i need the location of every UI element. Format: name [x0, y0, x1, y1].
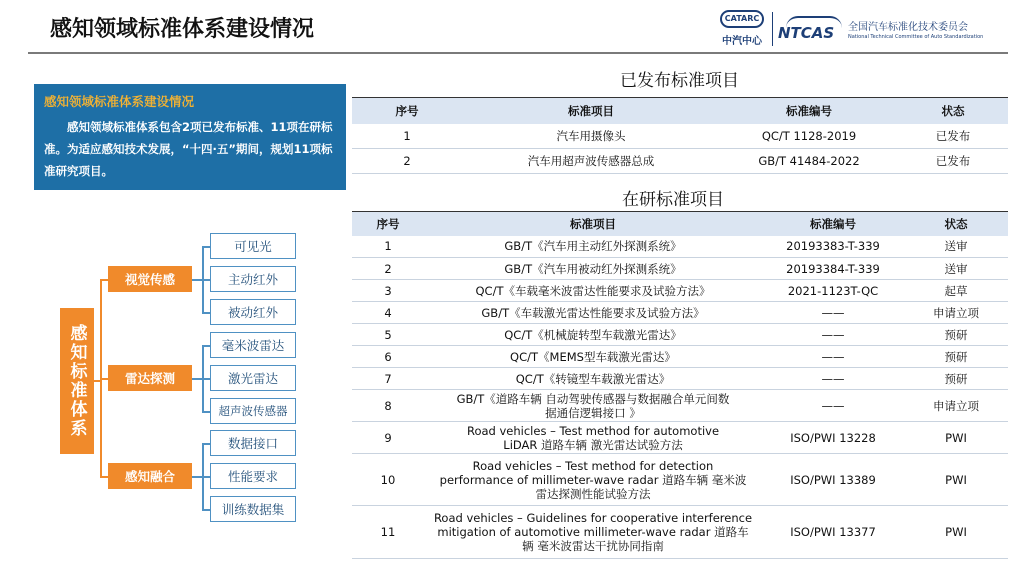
cell-index: 8 [352, 390, 424, 422]
table-row [352, 346, 1008, 368]
table-row [352, 280, 1008, 302]
table-row [352, 368, 1008, 390]
cell-code: —— [762, 390, 904, 422]
published-section-title: 已发布标准项目 [620, 71, 739, 91]
connector [202, 246, 204, 312]
cell-project: GB/T《车载激光雷达性能要求及试验方法》 [424, 302, 762, 324]
cell-index: 2 [352, 258, 424, 280]
cell-index: 4 [352, 302, 424, 324]
category-visual: 视觉传感 [108, 266, 192, 292]
table-row [352, 149, 1008, 174]
cell-project: QC/T《机械旋转型车载激光雷达》 [424, 324, 762, 346]
cell-code: GB/T 41484-2022 [720, 149, 898, 174]
cell-status: PWI [904, 422, 1008, 454]
connector [202, 345, 210, 347]
cell-status: 已发布 [898, 149, 1008, 174]
cell-code: 2021-1123T-QC [762, 280, 904, 302]
cell-code: ISO/PWI 13228 [762, 422, 904, 454]
leaf-active-infrared: 主动红外 [210, 266, 296, 292]
col-header-status: 状态 [904, 212, 1008, 236]
cell-project: Road vehicles – Test method for detection performance of millimeter-wave radar 道路车辆 毫米波雷达探测性能试验方法 [424, 454, 762, 506]
cell-project: QC/T《转镜型车载激光雷达》 [424, 368, 762, 390]
catarc-logo-text: 中汽中心 [722, 36, 762, 47]
summary-title: 感知领域标准体系建设情况 [44, 94, 195, 109]
connector [202, 378, 210, 380]
leaf-ultrasonic: 超声波传感器 [210, 398, 296, 424]
connector [100, 378, 108, 380]
cell-index: 1 [352, 124, 462, 149]
cell-index: 11 [352, 506, 424, 559]
summary-body: 感知领域标准体系包含2项已发布标准、11项在研标准。为适应感知技术发展，“十四·五”期间，规划11项标准研究项目。 [44, 120, 333, 178]
col-header-project: 标准项目 [462, 98, 720, 124]
connector [202, 443, 210, 445]
col-header-index: 序号 [352, 98, 462, 124]
cell-project: QC/T《MEMS型车载激光雷达》 [424, 346, 762, 368]
connector [202, 509, 210, 511]
logo-divider [772, 12, 773, 46]
connector [202, 443, 204, 509]
ntcas-logo [778, 14, 1018, 50]
cell-status: 起草 [904, 280, 1008, 302]
cell-code: 20193383-T-339 [762, 236, 904, 258]
connector [202, 312, 210, 314]
cell-code: ISO/PWI 13389 [762, 454, 904, 506]
col-header-code: 标准编号 [762, 212, 904, 236]
summary-box [34, 84, 346, 190]
leaf-performance: 性能要求 [210, 463, 296, 489]
cell-code: —— [762, 324, 904, 346]
cell-project: 汽车用超声波传感器总成 [462, 149, 720, 174]
cell-status: 预研 [904, 368, 1008, 390]
cell-index: 5 [352, 324, 424, 346]
cell-status: 送审 [904, 258, 1008, 280]
tree-root: 感知标准体系 [60, 308, 94, 454]
cell-code: —— [762, 346, 904, 368]
cell-project: 汽车用摄像头 [462, 124, 720, 149]
connector [100, 476, 108, 478]
leaf-lidar: 激光雷达 [210, 365, 296, 391]
page-title: 感知领域标准体系建设情况 [50, 17, 315, 42]
cell-project: GB/T《汽车用被动红外探测系统》 [424, 258, 762, 280]
cell-index: 7 [352, 368, 424, 390]
leaf-training-dataset: 训练数据集 [210, 496, 296, 522]
col-header-index: 序号 [352, 212, 424, 236]
cell-status: 预研 [904, 346, 1008, 368]
connector [202, 345, 204, 411]
connector [94, 380, 100, 382]
connector [100, 279, 102, 477]
cell-code: QC/T 1128-2019 [720, 124, 898, 149]
table-row [352, 236, 1008, 258]
research-table [352, 211, 1008, 559]
col-header-status: 状态 [898, 98, 1008, 124]
table-header-row [352, 212, 1008, 236]
cell-code: 20193384-T-339 [762, 258, 904, 280]
table-row [352, 258, 1008, 280]
connector [202, 476, 210, 478]
table-row [352, 324, 1008, 346]
catarc-logo-mark: CATARC [720, 10, 764, 28]
table-row [352, 506, 1008, 559]
cell-project: Road vehicles – Guidelines for cooperative interference mitigation of automotive millimeter-wave radar 道路车辆 毫米波雷达干扰协同指南 [424, 506, 762, 559]
header-divider [28, 52, 1008, 54]
table-row [352, 390, 1008, 422]
table-row [352, 302, 1008, 324]
connector [202, 411, 210, 413]
connector [202, 246, 210, 248]
connector [202, 279, 210, 281]
leaf-visible-light: 可见光 [210, 233, 296, 259]
cell-index: 2 [352, 149, 462, 174]
cell-status: 申请立项 [904, 302, 1008, 324]
cell-index: 1 [352, 236, 424, 258]
leaf-passive-infrared: 被动红外 [210, 299, 296, 325]
cell-index: 9 [352, 422, 424, 454]
ntcas-logo-mark: NTCAS [778, 24, 835, 42]
category-fusion: 感知融合 [108, 463, 192, 489]
category-radar: 雷达探测 [108, 365, 192, 391]
col-header-project: 标准项目 [424, 212, 762, 236]
cell-status: PWI [904, 506, 1008, 559]
ntcas-logo-en: National Technical Committee of Auto Standardization [848, 34, 984, 40]
cell-status: PWI [904, 454, 1008, 506]
connector [192, 476, 202, 478]
cell-status: 已发布 [898, 124, 1008, 149]
connector [192, 378, 202, 380]
research-section-title: 在研标准项目 [622, 190, 724, 210]
cell-status: 送审 [904, 236, 1008, 258]
cell-project: Road vehicles – Test method for automotive LiDAR 道路车辆 激光雷达试验方法 [424, 422, 762, 454]
col-header-code: 标准编号 [720, 98, 898, 124]
cell-code: —— [762, 302, 904, 324]
table-row [352, 124, 1008, 149]
cell-index: 3 [352, 280, 424, 302]
catarc-logo [716, 10, 768, 50]
leaf-data-interface: 数据接口 [210, 430, 296, 456]
cell-code: ISO/PWI 13377 [762, 506, 904, 559]
cell-project: GB/T《汽车用主动红外探测系统》 [424, 236, 762, 258]
cell-code: —— [762, 368, 904, 390]
table-header-row [352, 98, 1008, 124]
connector [100, 279, 108, 281]
table-row [352, 422, 1008, 454]
cell-status: 申请立项 [904, 390, 1008, 422]
table-row [352, 454, 1008, 506]
cell-index: 10 [352, 454, 424, 506]
cell-project: GB/T《道路车辆 自动驾驶传感器与数据融合单元间数据通信逻辑接口 》 [424, 390, 762, 422]
published-table [352, 97, 1008, 174]
ntcas-logo-cn: 全国汽车标准化技术委员会 [848, 22, 968, 33]
leaf-mmwave-radar: 毫米波雷达 [210, 332, 296, 358]
cell-project: QC/T《车载毫米波雷达性能要求及试验方法》 [424, 280, 762, 302]
cell-status: 预研 [904, 324, 1008, 346]
connector [192, 279, 202, 281]
cell-index: 6 [352, 346, 424, 368]
